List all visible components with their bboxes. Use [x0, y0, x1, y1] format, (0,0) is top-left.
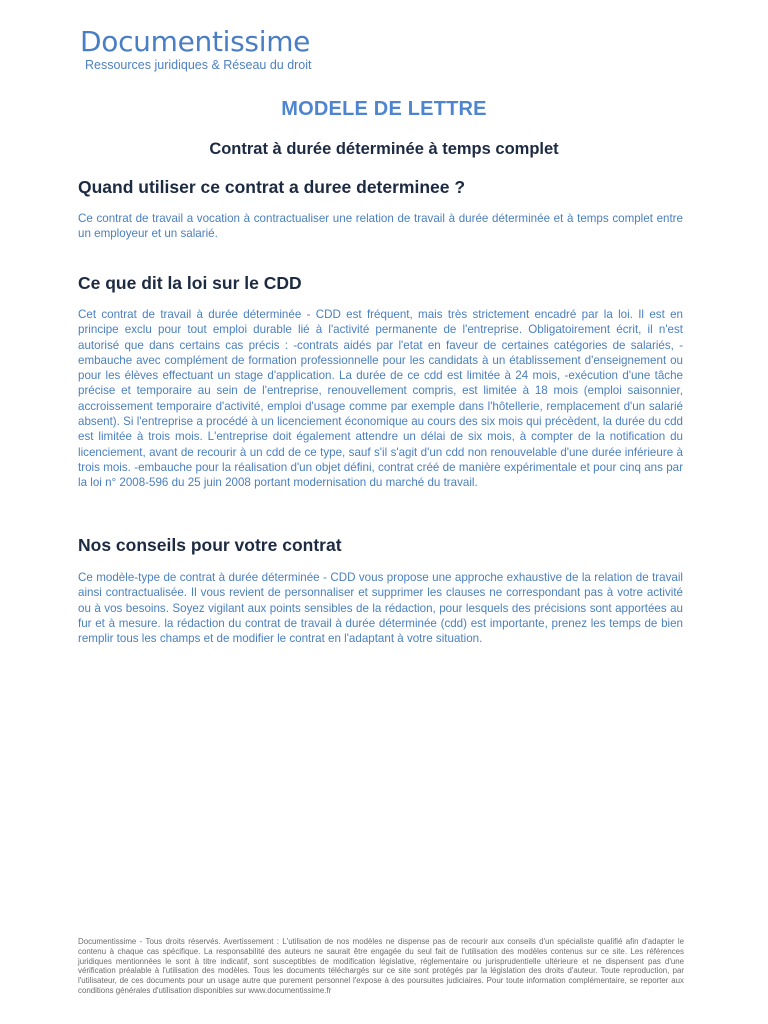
- section-heading-advice: Nos conseils pour votre contrat: [78, 535, 342, 555]
- section-body-law: Cet contrat de travail à durée déterminée - CDD est fréquent, mais très strictement encadré par la loi. Il est en principe exclu pour tout emploi durable lié à l'activité permanente de l'entreprise. Obligatoirement écrit, il n'est autorisé que dans certains cas précis : -contrats aidés par l'etat en faveur de certaines catégories de salariés, -embauche avec complément de formation professionnelle pour les candidats à un établissement d'enseignement ou pour les élèves effectuant un stage d'application. La durée de ce cdd est limitée à 24 mois, -exécution d'une tâche précise et temporaire au sein de l'entreprise, renouvellement compris, est limitée à 18 mois (emploi saisonnier, accroissement temporaire d'activité, emploi d'usage comme par exemple dans l'hôtellerie, remplacement d'un salarié absent). Si l'entreprise a procédé à un licenciement économique au cours des six mois qui précèdent, la durée du cdd est limitée à trois mois. L'entreprise doit également attendre un délai de six mois, à compter de la notification du licenciement, avant de recourir à un cdd de ce type, sauf s'il s'agit d'un cdd non renouvelable d'une durée inférieure à trois mois. -embauche pour la réalisation d'un objet défini, contrat créé de manière expérimentale et pour cinq ans par la loi n° 2008-596 du 25 juin 2008 portant modernisation du marché du travail.: [78, 308, 683, 490]
- document-subtitle: Contrat à durée déterminée à temps complet: [209, 140, 559, 158]
- footer-disclaimer: Documentissime - Tous droits réservés. Avertissement : L'utilisation de nos modèles ne dispense pas de recourir aux conseils d'un spécialiste qualifié afin d'adapter le contenu à chaque cas spécifique. La responsabilité des auteurs ne saurait être engagée du seul fait de l'utilisation des modèles contenus sur ce site. Les références juridiques mentionnées le sont à titre indicatif, sont susceptibles de modification législative, réglementaire ou jurisprudentielle ultérieure et ne dispensent pas d'une vérification préalable à l'utilisation des modèles. Tous les documents téléchargés sur ce site sont protégés par la législation des droits d'auteur. Toute reproduction, par l'utilisateur, de ces documents pour un usage autre que purement personnel l'expose à des poursuites judiciaires. Pour toute information complémentaire, se reporter aux conditions générales d'utilisation disponibles sur www.documentissime.fr: [78, 937, 684, 995]
- document-title: MODELE DE LETTRE: [281, 98, 487, 120]
- section-body-advice: Ce modèle-type de contrat à durée déterminée - CDD vous propose une approche exhaustive de la relation de travail ainsi contractualisée. Il vous revient de personnaliser et supprimer les clauses ne correspondant pas à votre activité ou à vos besoins. Soyez vigilant aux points sensibles de la rédaction, pour lesquels des précisions sont apportées au fur et à mesure. la rédaction du contrat de travail à durée déterminée (cdd) est importante, prenez les temps de bien remplir tous les champs et de modifier le contrat en l'adaptant à votre situation.: [78, 571, 683, 646]
- brand-logo: [80, 26, 312, 72]
- section-body-when-to-use: Ce contrat de travail a vocation à contractualiser une relation de travail à durée déterminée et à temps complet entre un employeur et un salarié.: [78, 212, 683, 241]
- brand-tagline: Ressources juridiques & Réseau du droit: [85, 58, 312, 72]
- brand-name: Documentissime: [80, 25, 311, 58]
- section-heading-when-to-use: Quand utiliser ce contrat a duree determinee ?: [78, 177, 466, 197]
- section-heading-law: Ce que dit la loi sur le CDD: [78, 273, 302, 293]
